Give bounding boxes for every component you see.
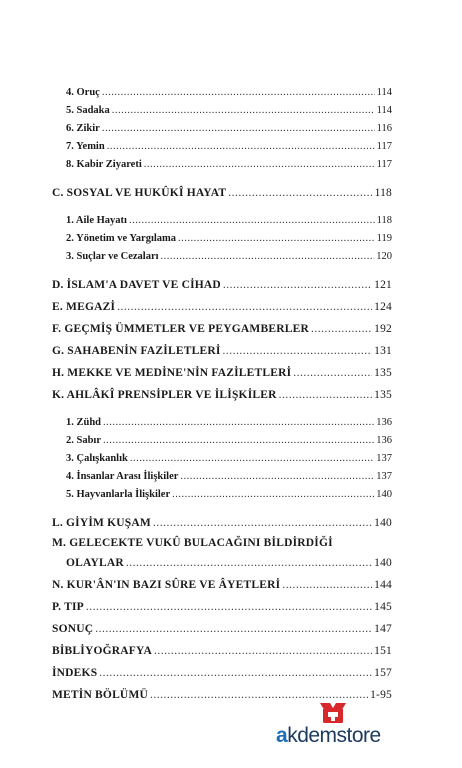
toc-entry-page: 137: [376, 453, 392, 464]
toc-section-page: 124: [374, 301, 392, 313]
toc-section-page: 121: [374, 279, 392, 291]
toc-entry: [52, 120, 392, 138]
toc-section-title-line2-row: [52, 552, 392, 574]
dot-leader: [172, 486, 374, 504]
spacer: [52, 204, 392, 212]
dot-leader: [180, 468, 374, 486]
akdemstore-logo: [276, 700, 406, 760]
toc-section: [52, 384, 392, 406]
toc-section-title: K. AHLÂKÎ PRENSİPLER VE İLİŞKİLER: [52, 389, 277, 401]
toc-entry-page: 136: [376, 417, 392, 428]
dot-leader: [102, 120, 375, 138]
spacer: [52, 266, 392, 274]
toc-section-title: L. GİYİM KUŞAM: [52, 517, 151, 529]
toc-section: [52, 640, 392, 662]
toc-section-page: 144: [374, 579, 392, 591]
toc-section-title: C. SOSYAL VE HUKÛKÎ HAYAT: [52, 187, 227, 199]
dot-leader: [279, 384, 373, 406]
toc-section-page: 140: [374, 517, 392, 529]
toc-entry: [52, 212, 392, 230]
toc-section-page: 192: [374, 323, 392, 335]
toc-section: [52, 662, 392, 684]
brand-rest: kdemstore: [287, 724, 381, 747]
toc-section-title: E. MEGAZİ: [52, 301, 116, 313]
toc-section-page: 147: [374, 623, 392, 635]
toc-section-title: D. İSLAM'A DAVET VE CİHAD: [52, 279, 221, 291]
dot-leader: [117, 296, 372, 318]
toc-section-page: 135: [374, 367, 392, 379]
toc-section-page: 118: [374, 187, 392, 199]
toc-group-worship: [52, 84, 392, 174]
dot-leader: [223, 274, 372, 296]
toc-section-page: 140: [374, 557, 392, 569]
dot-leader: [161, 248, 375, 266]
spacer: [52, 174, 392, 182]
toc-section: [52, 318, 392, 340]
toc-entry-title: 8. Kabir Ziyareti: [66, 159, 142, 170]
toc-section-title: H. MEKKE VE MEDİNE'NİN FAZİLETLERİ: [52, 367, 292, 379]
toc-entry-page: 114: [376, 87, 392, 98]
toc-entry-page: 120: [376, 251, 392, 262]
toc-group-ethics: [52, 414, 392, 504]
brand-wordmark: [276, 724, 381, 748]
toc-section-page: 145: [374, 601, 392, 613]
toc-section: [52, 574, 392, 596]
dot-leader: [103, 432, 374, 450]
dot-leader: [228, 182, 372, 204]
toc-section-page: 157: [374, 667, 392, 679]
dot-leader: [107, 138, 375, 156]
toc-entry-title: 4. İnsanlar Arası İlişkiler: [66, 471, 179, 482]
toc-section: [52, 512, 392, 534]
toc-entry-page: 114: [376, 105, 392, 116]
spacer: [52, 504, 392, 512]
open-box-icon: [320, 700, 346, 724]
dot-leader: [112, 102, 375, 120]
toc-section-title: N. KUR'ÂN'IN BAZI SÛRE VE ÂYETLERİ: [52, 579, 281, 591]
toc-entry: [52, 230, 392, 248]
toc-entry-page: 117: [376, 141, 392, 152]
dot-leader: [129, 212, 375, 230]
toc-section: [52, 340, 392, 362]
toc-entry-title: 7. Yemin: [66, 141, 105, 152]
toc-entry-title: 5. Sadaka: [66, 105, 110, 116]
toc-section-multiline: [52, 534, 392, 574]
toc-entry: [52, 84, 392, 102]
spacer: [52, 406, 392, 414]
brand-first-letter: a: [276, 724, 288, 747]
toc-entry: [52, 248, 392, 266]
toc-section: [52, 296, 392, 318]
toc-section-title-line2: OLAYLAR: [66, 557, 124, 569]
toc-entry-page: 140: [376, 489, 392, 500]
dot-leader: [178, 230, 375, 248]
dot-leader: [126, 552, 372, 574]
toc-entry-title: 1. Aile Hayatı: [66, 215, 127, 226]
dot-leader: [223, 340, 373, 362]
toc-section: [52, 618, 392, 640]
toc-entry-title: 3. Suçlar ve Cezaları: [66, 251, 159, 262]
toc-section-title: BİBLİYOĞRAFYA: [52, 645, 152, 657]
toc-entry-title: 2. Sabır: [66, 435, 102, 446]
toc-entry-title: 2. Yönetim ve Yargılama: [66, 233, 177, 244]
toc-group-social: [52, 212, 392, 266]
toc-entry: [52, 414, 392, 432]
dot-leader: [95, 618, 372, 640]
toc-entry-page: 118: [376, 215, 392, 226]
dot-leader: [144, 156, 375, 174]
toc-section-title: İNDEKS: [52, 667, 98, 679]
toc-entry: [52, 486, 392, 504]
toc-section-page: 131: [374, 345, 392, 357]
dot-leader: [102, 84, 375, 102]
dot-leader: [293, 362, 372, 384]
toc-group-sections: [52, 274, 392, 406]
toc-entry-title: 6. Zikir: [66, 123, 100, 134]
toc-entry-title: 5. Hayvanlarla İlişkiler: [66, 489, 171, 500]
toc-entry-title: 1. Zühd: [66, 417, 102, 428]
toc-section-title: SONUÇ: [52, 623, 94, 635]
toc-entry: [52, 156, 392, 174]
toc-section-title: METİN BÖLÜMÜ: [52, 689, 149, 701]
dot-leader: [103, 414, 374, 432]
dot-leader: [282, 574, 372, 596]
dot-leader: [311, 318, 372, 340]
dot-leader: [130, 450, 374, 468]
toc-entry-page: 116: [376, 123, 392, 134]
toc-section-title: G. SAHABENİN FAZİLETLERİ: [52, 345, 221, 357]
toc-entry-page: 117: [376, 159, 392, 170]
toc-entry-page: 119: [376, 233, 392, 244]
toc-section: [52, 596, 392, 618]
toc-section-page: 1-95: [370, 689, 392, 701]
toc-entry: [52, 138, 392, 156]
toc-section: [52, 362, 392, 384]
toc-entry-title: 4. Oruç: [66, 87, 100, 98]
toc-entry: [52, 432, 392, 450]
toc-section-page: 151: [374, 645, 392, 657]
toc-section: [52, 274, 392, 296]
table-of-contents: [52, 84, 392, 706]
toc-section: [52, 182, 392, 204]
toc-entry-page: 136: [376, 435, 392, 446]
toc-section-title: F. GEÇMİŞ ÜMMETLER VE PEYGAMBERLER: [52, 323, 309, 335]
dot-leader: [154, 640, 372, 662]
dot-leader: [86, 596, 372, 618]
dot-leader: [153, 512, 372, 534]
toc-group-final: [52, 574, 392, 706]
toc-entry: [52, 450, 392, 468]
toc-section-title: P. TIP: [52, 601, 84, 613]
toc-entry-title: 3. Çalışkanlık: [66, 453, 128, 464]
toc-section-page: 135: [374, 389, 392, 401]
toc-entry: [52, 468, 392, 486]
toc-entry-page: 137: [376, 471, 392, 482]
toc-section-title-line1: M. GELECEKTE VUKÛ BULACAĞINI BİLDİRDİĞİ: [52, 537, 333, 549]
dot-leader: [99, 662, 372, 684]
toc-entry: [52, 102, 392, 120]
